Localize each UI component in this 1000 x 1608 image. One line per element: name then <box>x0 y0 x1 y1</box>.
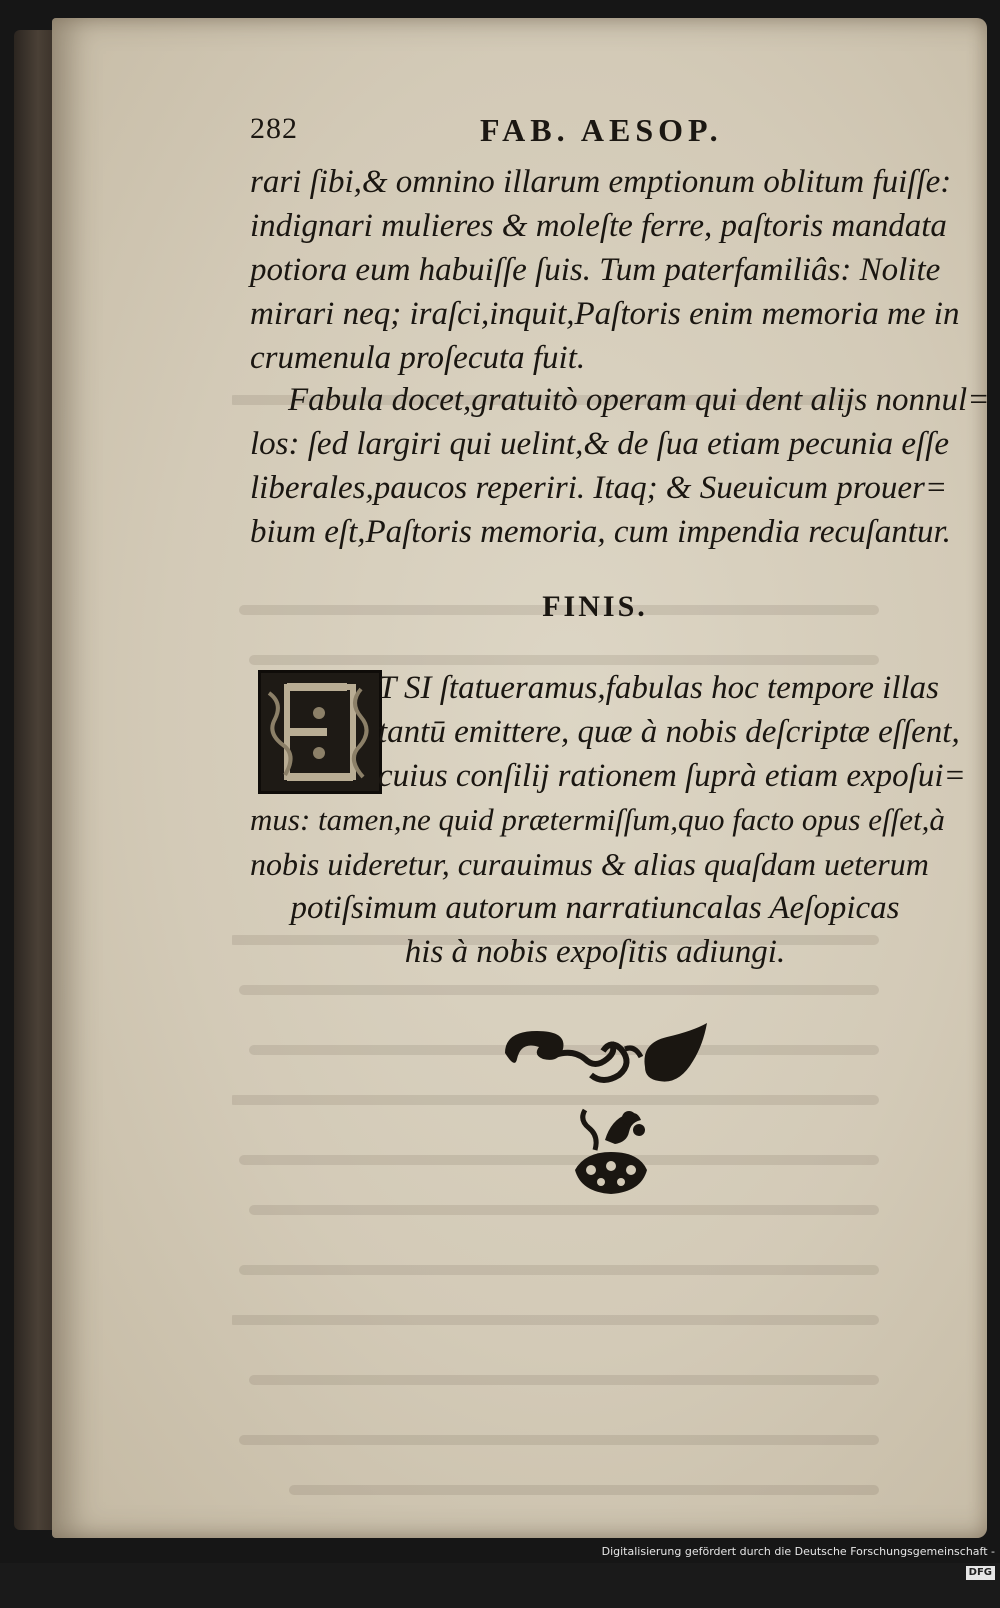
text-line: bium eſt,Paſtoris memoria, cum impendia recuſantur. <box>250 514 951 550</box>
fleuron-icon <box>495 1015 725 1100</box>
paragraph-continuation <box>250 160 960 380</box>
floral-ornament <box>565 1100 660 1210</box>
text-line: liberales,paucos reperiri. Itaq; & Sueuicum prouer= <box>250 470 948 506</box>
paragraph-preface <box>250 666 966 974</box>
text-line: potiora eum habuiſſe ſuis. Tum paterfamiliâs: Nolite <box>250 252 941 288</box>
text-line: crumenula proſecuta fuit. <box>250 340 586 376</box>
text-line: mirari neq; iraſci,inquit,Paſtoris enim memoria me in <box>250 296 960 332</box>
page-header <box>250 112 940 152</box>
dfg-logo: DFG <box>966 1566 995 1580</box>
text-line: T SI ſtatueramus,fabulas hoc tempore illas <box>378 670 939 706</box>
text-line: los: ſed largiri qui uelint,& de ſua etiam pecunia eſſe <box>250 426 949 462</box>
floral-icon <box>565 1100 660 1210</box>
text-line: rari ſibi,& omnino illarum emptionum oblitum fuiſſe: <box>250 164 952 200</box>
text-line: mus: tamen,ne quid prætermiſſum,quo facto opus eſſet,à <box>250 802 945 837</box>
fleuron-ornament <box>495 1015 725 1100</box>
finis-heading: FINIS. <box>542 590 648 623</box>
text-line: Fabula docet,gratuitò operam qui dent alijs nonnul= <box>288 382 990 418</box>
page-number: 282 <box>250 112 298 145</box>
text-line: tantū emittere, quæ à nobis deſcriptæ eſſent, <box>378 714 960 750</box>
text-line: indignari mulieres & moleſte ferre, paſtoris mandata <box>250 208 947 244</box>
text-line-centered: his à nobis expoſitis adiungi. <box>404 934 786 970</box>
running-head: FAB. AESOP. <box>480 112 723 148</box>
digitization-credit <box>600 1542 995 1578</box>
digitization-credit-text: Digitalisierung gefördert durch die Deutsche Forschungsgemeinschaft - <box>601 1545 995 1558</box>
text-line: cuius conſilij rationem ſuprà etiam expoſui= <box>378 758 966 794</box>
paragraph-moral <box>250 378 990 554</box>
text-line: nobis uideretur, curauimus & alias quaſdam ueterum <box>250 846 929 882</box>
text-line-centered: potiſsimum autorum narratiuncalas Aeſopicas <box>290 890 900 926</box>
